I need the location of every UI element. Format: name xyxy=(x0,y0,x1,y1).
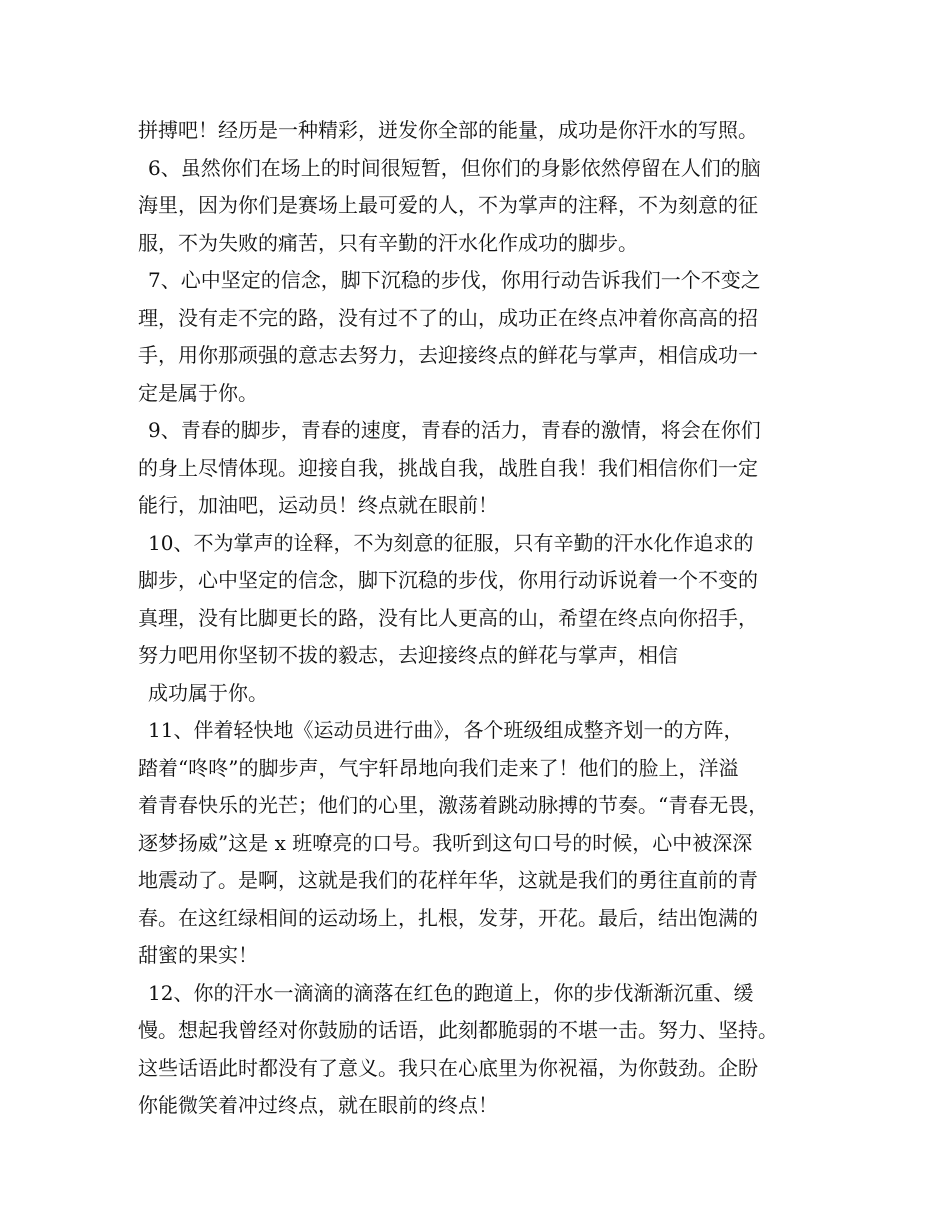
text-line: 理，没有走不完的路，没有过不了的山，成功正在终点冲着你高高的招 xyxy=(138,305,758,330)
text-line: 真理，没有比脚更长的路，没有比人更高的山，希望在终点向你招手， xyxy=(138,605,758,630)
text-line: 海里，因为你们是赛场上最可爱的人，不为掌声的注释，不为刻意的征 xyxy=(138,193,758,217)
text-line: 踏着“咚咚”的脚步声，气宇轩昂地向我们走来了！他们的脸上，洋溢 xyxy=(138,755,739,780)
text-line: 地震动了。是啊，这就是我们的花样年华，这就是我们的勇往直前的青 xyxy=(138,868,758,892)
text-line: 脚步，心中坚定的信念，脚下沉稳的步伐，你用行动诉说着一个不变的 xyxy=(138,568,758,592)
text-line: 11、伴着轻快地《运动员进行曲》，各个班级组成整齐划一的方阵， xyxy=(148,718,744,742)
text-line: 着青春快乐的光芒；他们的心里，激荡着跳动脉搏的节奏。“青春无畏， xyxy=(138,793,769,817)
text-line: 的身上尽情体现。迎接自我，挑战自我，战胜自我！我们相信你们一定 xyxy=(138,455,758,480)
text-line: 7、心中坚定的信念，脚下沉稳的步伐，你用行动告诉我们一个不变之 xyxy=(148,268,761,292)
text-line: 成功属于你。 xyxy=(148,680,268,705)
text-line: 定是属于你。 xyxy=(138,380,258,405)
text-line: 12、你的汗水一滴滴的滴落在红色的跑道上，你的步伐渐渐沉重、缓 xyxy=(148,980,754,1005)
text-line: 春。在这红绿相间的运动场上，扎根，发芽，开花。最后，结出饱满的 xyxy=(138,905,758,930)
text-line: 9、青春的脚步，青春的速度，青春的活力，青春的激情，将会在你们 xyxy=(148,418,761,442)
text-line: 这些话语此时都没有了意义。我只在心底里为你祝福，为你鼓劲。企盼 xyxy=(138,1055,758,1080)
text-line: 手，用你那顽强的意志去努力，去迎接终点的鲜花与掌声，相信成功一 xyxy=(138,343,758,367)
text-line: 6、虽然你们在场上的时间很短暂，但你们的身影依然停留在人们的脑 xyxy=(148,155,761,180)
text-line: 甜蜜的果实！ xyxy=(138,943,258,967)
text-line: 拼搏吧！经历是一种精彩，迸发你全部的能量，成功是你汗水的写照。 xyxy=(138,118,758,142)
text-line: 10、不为掌声的诠释，不为刻意的征服，只有辛勤的汗水化作追求的 xyxy=(148,530,754,555)
document-body xyxy=(138,112,838,1125)
text-line: 服，不为失败的痛苦，只有辛勤的汗水化作成功的脚步。 xyxy=(138,230,638,255)
text-line: 慢。想起我曾经对你鼓励的话语，此刻都脆弱的不堪一击。努力、坚持。 xyxy=(138,1018,778,1042)
text-line: 能行，加油吧，运动员！终点就在眼前！ xyxy=(138,493,498,517)
text-line: 逐梦扬威”这是 x 班嘹亮的口号。我听到这句口号的时候，心中被深深 xyxy=(138,830,753,855)
text-line: 努力吧用你坚韧不拔的毅志，去迎接终点的鲜花与掌声，相信 xyxy=(138,643,678,667)
text-line: 你能微笑着冲过终点，就在眼前的终点！ xyxy=(138,1093,498,1117)
